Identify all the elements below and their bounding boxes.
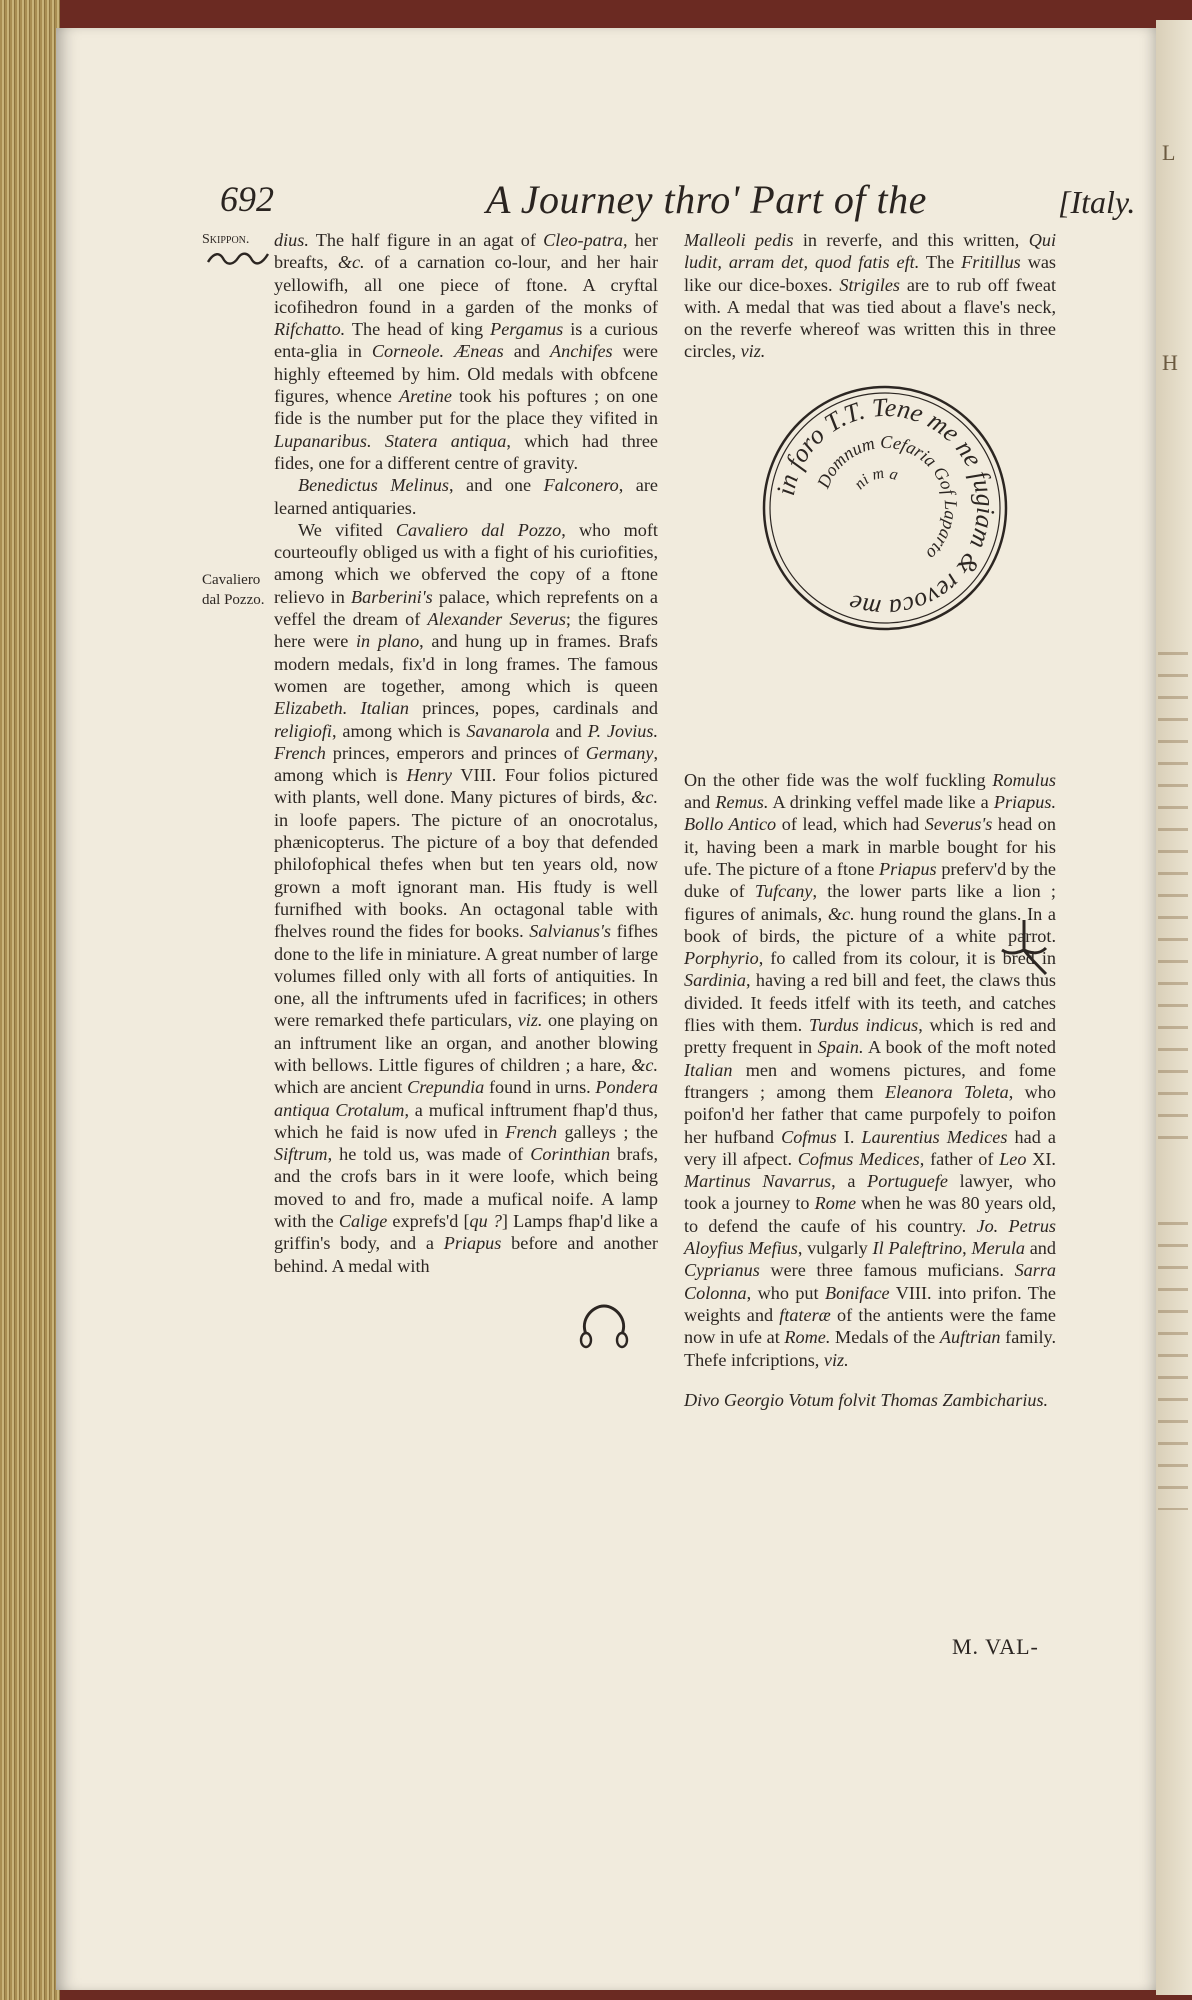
text-run: The head of king: [345, 319, 491, 340]
italic-run: Salvianus's: [529, 921, 611, 942]
italic-run: Corinthian: [530, 1144, 611, 1165]
text-run: palace, which reprefents on a veffel the dream of: [274, 586, 658, 630]
italic-run: Germany: [585, 742, 654, 763]
italic-run: Martinus Navarrus: [684, 1171, 832, 1192]
paragraph: [684, 769, 1056, 1371]
italic-run: Cofmus: [781, 1126, 837, 1147]
paragraph: [274, 474, 658, 519]
text-run: , who poifon'd her father that came purpofely to poifon her hufband: [684, 1081, 1056, 1147]
italic-run: Turdus indicus: [808, 1015, 919, 1036]
text-run: in loofe papers. The picture of an onocrotalus, phænicopterus. The picture of a boy that defended philofophical thefes when but ten years old, now grown a moft ignorant man. His ftudy is well furnifhed with books. An octagonal table with fhelves round the fides for books.: [274, 809, 658, 942]
text-run: , a: [831, 1171, 868, 1192]
italic-run: Benedictus Melinus: [298, 475, 449, 496]
text-run: , a mufical inftrument fhap'd thus, which he faid is now ufed in: [274, 1099, 658, 1142]
text-run: We vifited: [298, 519, 396, 540]
adjacent-page-text: [1158, 1210, 1188, 1510]
italic-run: &c.: [631, 787, 658, 808]
italic-run: Æneas: [454, 341, 504, 362]
italic-run: Auftrian: [939, 1327, 1001, 1348]
text-run: , father of: [919, 1148, 1000, 1169]
paragraph: [274, 519, 658, 1277]
italic-run: Jo. Petrus Aloyfius Mefius: [684, 1215, 1056, 1259]
italic-run: Alexander Severus: [427, 609, 566, 630]
text-run: ; the figures here were: [274, 609, 658, 652]
text-run: and: [1024, 1238, 1056, 1259]
text-run: fifhes done to the life in miniature. A great number of large volumes filled only with all forts of antiquities. In one, all the inftruments ufed in facrifices; in others were remarked thefe particulars,: [274, 921, 659, 1031]
circular-inscription-seal: [760, 383, 1010, 633]
italic-run: viz.: [823, 1349, 849, 1370]
paragraph: [274, 229, 658, 474]
italic-run: Laurentius Medices: [861, 1126, 1008, 1147]
italic-run: Leo: [999, 1148, 1027, 1169]
text-run: were three famous muficians.: [759, 1260, 1015, 1281]
text-run: of the antients were the fame now in ufe at: [684, 1304, 1056, 1348]
italic-run: Aretine: [399, 386, 452, 407]
text-run: was like our dice-boxes.: [684, 252, 1056, 295]
italic-run: Elizabeth.: [274, 698, 348, 719]
text-run: had a very ill afpect.: [684, 1126, 1056, 1169]
italic-run: religiofi: [274, 720, 332, 741]
italic-run: Anchifes: [549, 341, 613, 362]
text-run: , among which is: [274, 742, 658, 786]
text-run: VIII. Four folios pictured with plants, well done. Many pictures of birds,: [274, 765, 658, 808]
text-run: are to rub off fweat with. A medal that was tied about a flave's neck, on the reverfe whereof was written this in three circles,: [684, 274, 1056, 362]
adjacent-page-text: [1158, 640, 1188, 1140]
italic-run: Remus.: [715, 792, 769, 813]
text-run: , her breafts,: [274, 230, 658, 273]
text-run: , among which is: [331, 720, 467, 741]
italic-run: Priapus: [879, 858, 937, 879]
italic-run: Barberini's: [351, 586, 433, 607]
italic-run: viz.: [740, 341, 766, 362]
text-run: ] Lamps fhap'd like a griffin's body, and a: [274, 1211, 659, 1254]
text-run: brafs, and the crofs bars in it were loofe, which being moved to and fro, made a mufical noife. A lamp with the: [274, 1144, 658, 1232]
text-run: men and womens pictures, and fome ftrangers ; among them: [684, 1059, 1056, 1102]
italic-run: Merula: [971, 1238, 1025, 1259]
italic-run: Pondera antiqua Crotalum: [274, 1077, 658, 1120]
text-run: The: [919, 252, 962, 273]
text-run: were highly efteemed by him. Old medals with obfcene figures, whence: [274, 341, 658, 407]
paragraph: [684, 229, 1056, 363]
text-run: A book of the moft noted: [863, 1037, 1056, 1058]
text-run: and: [503, 341, 550, 362]
text-run: took his poftures ; on one fide is the number put for the place they vifited in: [274, 386, 658, 429]
text-run: , the lower parts like a lion ; figures of animals,: [684, 881, 1056, 924]
left-column: [274, 229, 658, 1277]
book-fore-edge: [0, 0, 60, 2000]
text-run: hung round the glans. In a book of birds, the picture of a white parrot.: [684, 903, 1056, 946]
text-run: VIII. into prifon. The weights and: [684, 1282, 1057, 1325]
text-run: I.: [836, 1126, 862, 1147]
italic-run: Falconero: [543, 475, 619, 496]
text-run: family. Thefe infcriptions,: [684, 1327, 1057, 1370]
italic-run: Qui ludit, arram det, quod fatis eft.: [684, 230, 1056, 273]
italic-run: &c.: [631, 1054, 658, 1075]
italic-run: Rome: [814, 1193, 857, 1214]
seal-outer-text: in foro T.T. Tene me ne fugiam & revoca me: [770, 392, 1001, 624]
text-run: found in urns.: [484, 1077, 596, 1098]
italic-run: Savanarola: [466, 720, 550, 741]
italic-run: Cofmus Medices: [797, 1148, 920, 1169]
italic-run: Rome.: [784, 1327, 831, 1348]
margin-note-cavaliero: Cavaliero: [202, 572, 261, 588]
margin-note-skippon: Skippon.: [202, 232, 250, 247]
italic-run: Spain.: [817, 1037, 864, 1058]
italic-run: Tufcany: [754, 881, 813, 902]
seal-middle-text: Domnum Cefaria Gof Laparto: [813, 431, 962, 564]
italic-run: Siftrum: [274, 1144, 328, 1165]
text-run: [444, 341, 454, 361]
text-run: before and another behind. A medal with: [274, 1233, 658, 1276]
italic-run: Italian: [360, 698, 410, 719]
italic-run: Corneole.: [371, 341, 445, 362]
text-run: and: [684, 792, 716, 813]
italic-run: Pergamus: [490, 319, 564, 340]
italic-run: Boniface: [824, 1282, 890, 1303]
text-run: princes, emperors and princes of: [325, 742, 586, 763]
running-title: A Journey thro' Part of the: [486, 177, 927, 222]
italic-run: P. Jovius.: [587, 720, 658, 741]
text-run: and: [549, 720, 588, 741]
crotalum-figure-icon: [576, 1302, 632, 1350]
text-run: , vulgarly: [797, 1238, 873, 1259]
text-run: is a curious enta-glia in: [274, 319, 658, 362]
text-run: , and one: [448, 475, 544, 496]
text-run: , are learned antiquaries.: [274, 475, 659, 518]
text-run: of a carnation co-lour, and her hair yellowifh, all one piece of ftone. A cryftal icofihedron found in a garden of the monks of: [274, 252, 659, 317]
text-run: one playing on an inftrument like an organ, and another blowing with bellows. Little figures of children ; a hare,: [274, 1010, 658, 1075]
italic-run: Priapus.: [993, 792, 1056, 813]
page-number: 692: [220, 179, 274, 219]
italic-run: Malleoli pedis: [684, 230, 794, 250]
italic-run: French: [505, 1121, 558, 1142]
text-run: [347, 698, 360, 718]
italic-run: Cavaliero dal Pozzo: [395, 519, 562, 540]
svg-text:in foro T.T. Tene me ne fugiam: [771, 393, 1000, 624]
italic-run: French: [274, 742, 326, 763]
catchword: M. VAL-: [952, 1634, 1039, 1659]
italic-run: qu ?: [469, 1211, 502, 1232]
text-run: galleys ; the: [557, 1121, 658, 1142]
italic-run: Porphyrio: [684, 948, 759, 969]
italic-run: Severus's: [924, 814, 993, 835]
text-run: princes, popes, cardinals and: [409, 698, 659, 719]
svg-text:ni m a: [851, 465, 900, 493]
text-run: , who put: [746, 1282, 825, 1303]
text-run: XI.: [1026, 1148, 1056, 1169]
seal-inner-text: ni m a: [851, 464, 900, 493]
text-run: A drinking veffel made like a: [768, 792, 994, 813]
italic-run: Crepundia: [407, 1077, 485, 1098]
text-run: , who moft courteoufly obliged us with a fight of his curiofities, among which we obferved the copy of a ftone relievo in: [274, 519, 658, 607]
margin-note-dal-pozzo: dal Pozzo.: [202, 592, 265, 608]
inscription-line: Divo Georgio Votum folvit Thomas Zambicharius.: [684, 1389, 1049, 1410]
text-run: , having a red bill and feet, the claws thus divided. It feeds itfelf with its teeth, and catches flies with them.: [684, 970, 1056, 1036]
ornament-swash-icon: [206, 250, 272, 268]
running-title-continued: [Italy.: [1058, 184, 1136, 220]
text-run: preferv'd by the duke of: [684, 858, 1057, 902]
italic-run: Cyprianus: [684, 1260, 760, 1281]
italic-run: Bollo Antico: [684, 814, 777, 835]
adjacent-page-glyph: H: [1162, 350, 1178, 375]
text-run: Medals of the: [830, 1327, 940, 1348]
text-run: exprefs'd [: [387, 1211, 470, 1232]
italic-run: viz.: [517, 1010, 543, 1031]
adjacent-page-edge: [1156, 20, 1192, 1995]
italic-run: &c.: [827, 903, 855, 924]
text-run: The half figure in an agat of: [308, 230, 544, 250]
text-run: , which had three fides, one for a different centre of gravity.: [274, 430, 658, 473]
italic-run: Lupanaribus. Statera antiqua: [274, 430, 507, 451]
text-run: On the other fide was the wolf fuckling: [684, 769, 993, 790]
text-run: which are ancient: [274, 1077, 408, 1098]
text-run: in reverfe, and this written,: [793, 230, 1029, 250]
italic-run: Eleanora Toleta: [884, 1081, 1009, 1102]
italic-run: Il Paleftrino: [872, 1238, 963, 1259]
italic-run: Sarra Colonna: [684, 1260, 1056, 1303]
italic-run: Calige: [338, 1211, 388, 1232]
text-run: , fo called from its colour, it is bred in: [758, 948, 1056, 969]
text-run: when he was 80 years old, to defend the caufe of his country.: [684, 1193, 1056, 1236]
italic-run: Strigiles: [839, 274, 900, 295]
text-run: ,: [962, 1238, 972, 1259]
italic-run: Cleo-patra: [543, 230, 623, 250]
italic-run: ftateræ: [779, 1304, 831, 1325]
italic-run: Priapus: [443, 1233, 502, 1254]
text-run: , and hung up in frames. Brafs modern medals, fix'd in long frames. The famous women are together, among which is queen: [274, 631, 658, 696]
italic-run: dius.: [274, 230, 309, 250]
text-run: of lead, which had: [776, 814, 925, 835]
italic-run: Portuguefe: [867, 1171, 948, 1192]
text-run: , which is red and pretty frequent in: [684, 1015, 1056, 1058]
text-run: head on it, having been a mark in marble bought for his ufe. The picture of a ftone: [684, 814, 1056, 879]
italic-run: Romulus: [992, 769, 1056, 790]
italic-run: Henry: [406, 765, 452, 786]
adjacent-page-glyph: L: [1162, 140, 1176, 165]
italic-run: Sardinia: [684, 970, 746, 991]
svg-text:Domnum Cefaria Gof Laparto: [813, 432, 962, 564]
claw-diagram-icon: [1000, 918, 1048, 976]
running-header: [0, 178, 1192, 228]
italic-run: Rifchatto.: [274, 319, 346, 340]
italic-run: in plano: [355, 631, 420, 652]
italic-run: &c.: [337, 252, 365, 273]
text-run: lawyer, who took a journey to: [684, 1171, 1057, 1214]
italic-run: Fritillus: [961, 252, 1021, 273]
text-run: , he told us, was made of: [327, 1144, 531, 1165]
italic-run: Italian: [684, 1059, 733, 1080]
